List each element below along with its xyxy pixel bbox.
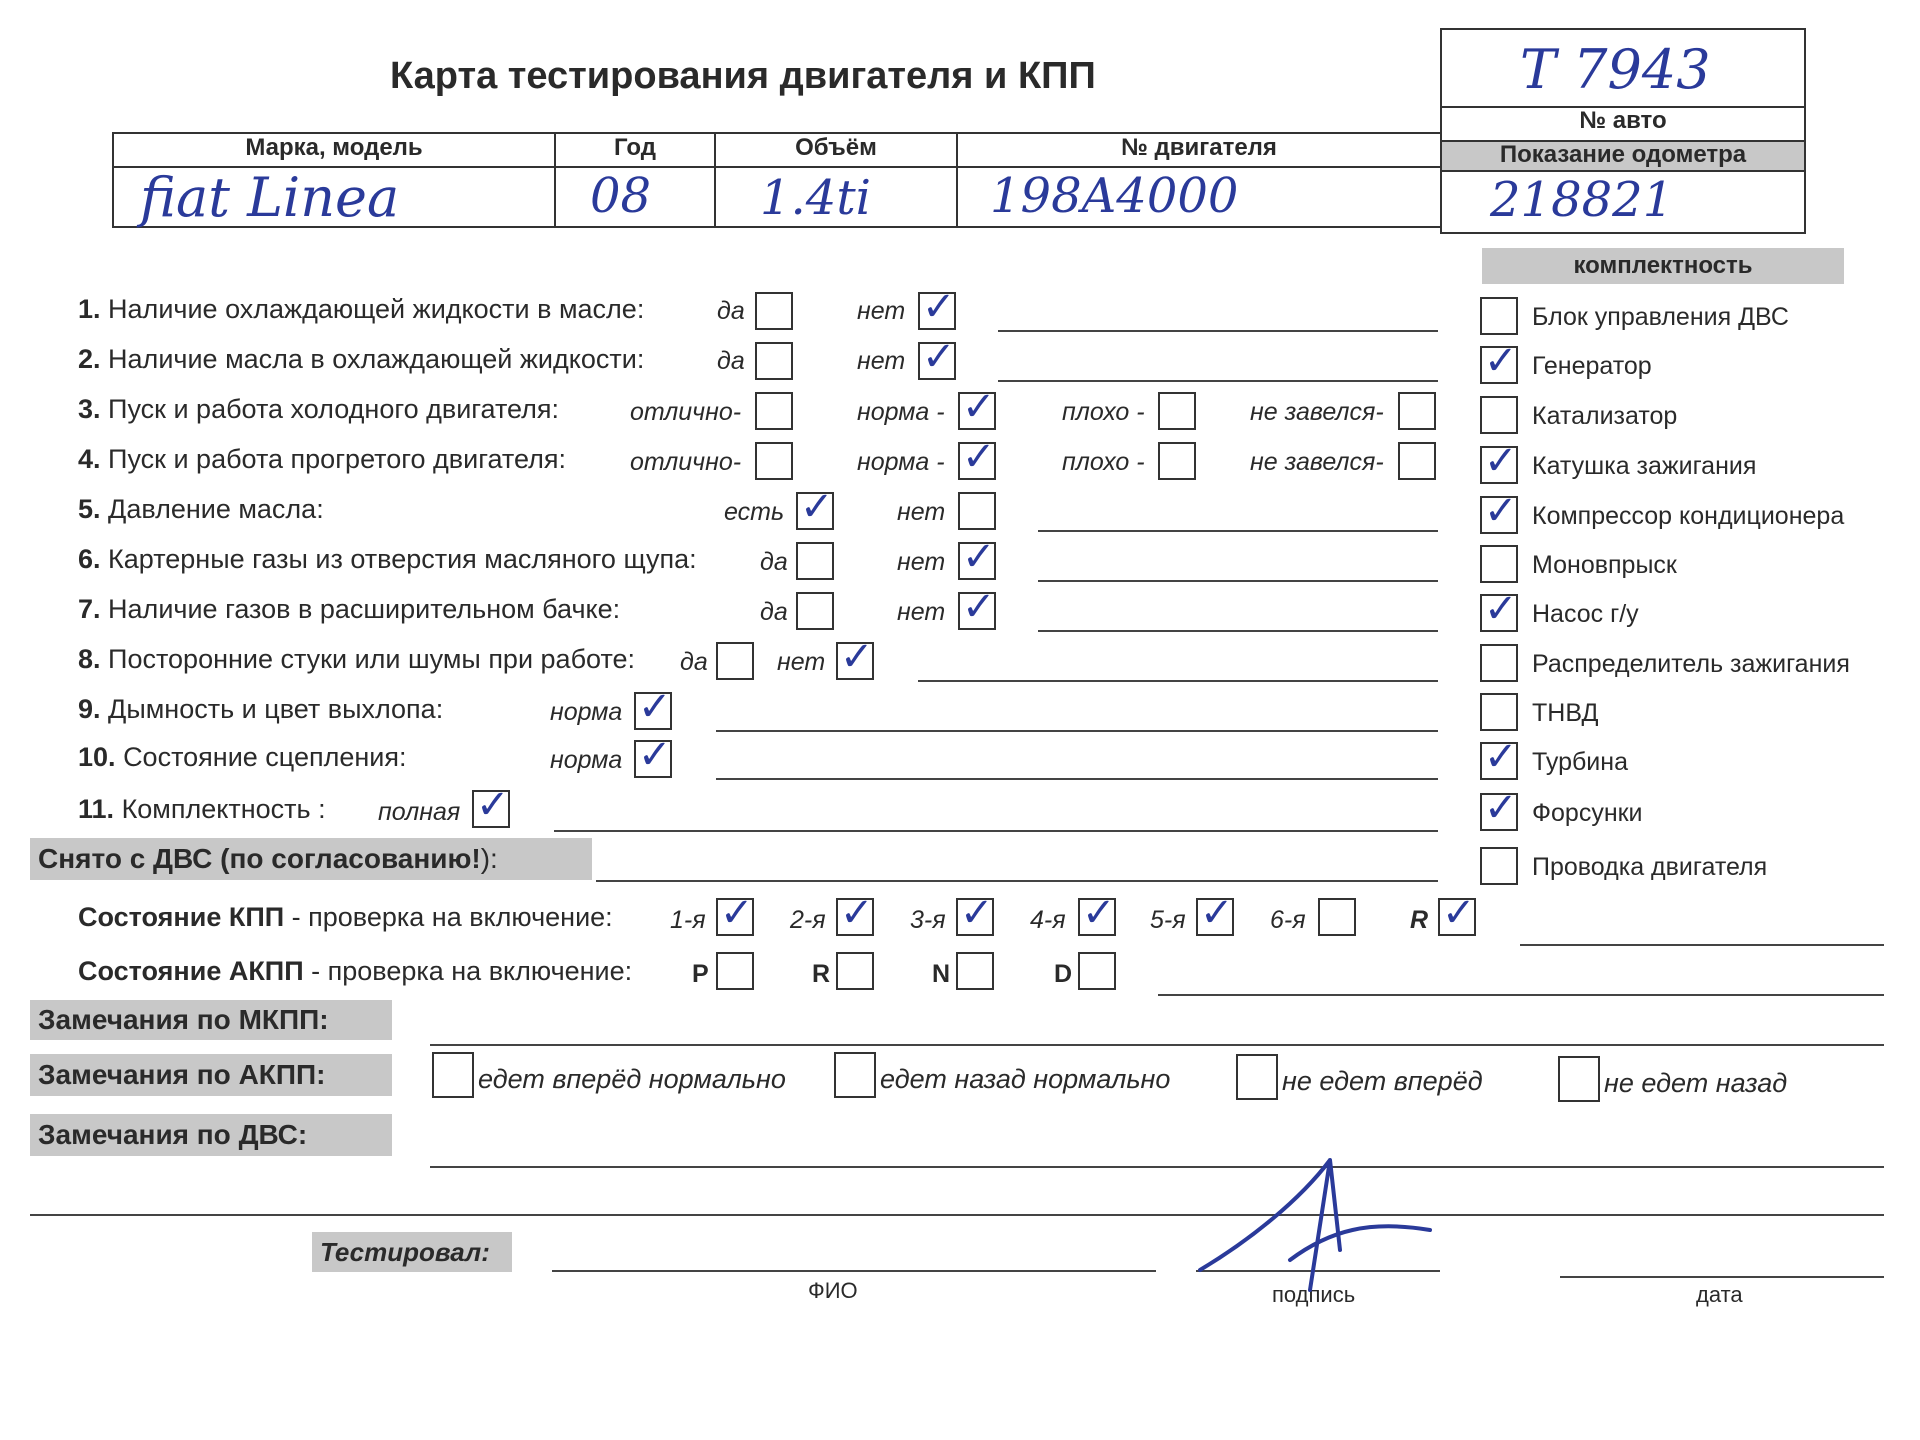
q6-no-check: ✓ xyxy=(962,534,996,580)
q4-excellent-checkbox[interactable] xyxy=(755,442,793,480)
remarks-dvs-line-1 xyxy=(430,1166,1884,1168)
akpp-gear-d-checkbox[interactable] xyxy=(1078,952,1116,990)
akpp-no-forward-checkbox[interactable] xyxy=(1236,1054,1278,1100)
akpp-no-back-checkbox[interactable] xyxy=(1558,1056,1600,1102)
q10-note-line xyxy=(716,778,1438,780)
q8-no-check: ✓ xyxy=(840,634,874,680)
brand-label: Марка, модель xyxy=(245,134,423,161)
kit-check-ignition-coil: ✓ xyxy=(1484,438,1518,484)
q8-yes-checkbox[interactable] xyxy=(716,642,754,680)
question-11: 11. Комплектность : xyxy=(78,794,326,824)
remarks-dvs-line-2 xyxy=(30,1214,1884,1216)
volume-value[interactable]: 1.4ti xyxy=(760,170,871,226)
q3-normal-label: норма - xyxy=(857,398,945,426)
q5-yes-label: есть xyxy=(724,498,785,526)
question-7: 7. Наличие газов в расширительном бачке: xyxy=(78,594,621,624)
question-3: 3. Пуск и работа холодного двигателя: xyxy=(78,394,560,424)
kit-checkbox-catalyst[interactable] xyxy=(1480,396,1518,434)
question-1: 1. Наличие охлаждающей жидкости в масле: xyxy=(78,294,645,324)
akpp-gear-p-label: P xyxy=(692,960,709,988)
q4-nostart-label: не завелся- xyxy=(1250,448,1384,476)
kpp-gear-3-label: 3-я xyxy=(910,906,946,934)
q1-note-line xyxy=(998,330,1438,332)
q7-no-check: ✓ xyxy=(962,584,996,630)
kpp-label: Состояние КПП - проверка на включение: xyxy=(78,902,613,932)
removed-label: Снято с ДВС (по согласованию!): xyxy=(30,838,592,880)
kit-item-wiring: Проводка двигателя xyxy=(1532,853,1768,881)
kpp-gear-1-label: 1-я xyxy=(670,906,706,934)
q1-yes-checkbox[interactable] xyxy=(755,292,793,330)
q5-no-label: нет xyxy=(897,498,946,526)
date-caption: дата xyxy=(1696,1282,1743,1307)
kit-check-generator: ✓ xyxy=(1484,338,1518,384)
kit-checkbox-distributor[interactable] xyxy=(1480,644,1518,682)
odometer-value[interactable]: 218821 xyxy=(1490,172,1674,228)
q2-no-check: ✓ xyxy=(922,334,956,380)
q4-bad-label: плохо - xyxy=(1062,448,1145,476)
question-9: 9. Дымность и цвет выхлопа: xyxy=(78,694,444,724)
q5-yes-check: ✓ xyxy=(800,484,834,530)
kpp-gear-4-label: 4-я xyxy=(1030,906,1066,934)
kit-checkbox-wiring[interactable] xyxy=(1480,847,1518,885)
kpp-gear-4-check: ✓ xyxy=(1082,890,1116,936)
akpp-label: Состояние АКПП - проверка на включение: xyxy=(78,956,633,986)
q2-yes-label: да xyxy=(717,347,745,375)
q2-yes-checkbox[interactable] xyxy=(755,342,793,380)
remarks-akpp-label: Замечания по АКПП: xyxy=(30,1054,392,1096)
q11-full-check: ✓ xyxy=(476,782,510,828)
question-8: 8. Посторонние стуки или шумы при работе: xyxy=(78,644,636,674)
date-line xyxy=(1560,1276,1884,1278)
q2-no-label: нет xyxy=(857,347,906,375)
q1-yes-label: да xyxy=(717,297,745,325)
year-label: Год xyxy=(614,134,656,161)
akpp-gear-n-label: N xyxy=(932,960,951,988)
kpp-gear-2-label: 2-я xyxy=(790,906,826,934)
q7-yes-label: да xyxy=(760,598,788,626)
fio-caption: ФИО xyxy=(808,1278,858,1303)
year-value[interactable]: 08 xyxy=(590,168,652,224)
remarks-mkpp-label: Замечания по МКПП: xyxy=(30,1000,392,1040)
kit-checkbox-mono-injection[interactable] xyxy=(1480,545,1518,583)
kpp-gear-5-check: ✓ xyxy=(1200,890,1234,936)
kit-item-catalyst: Катализатор xyxy=(1532,402,1678,430)
kit-item-ignition-coil: Катушка зажигания xyxy=(1532,452,1757,480)
question-6: 6. Картерные газы из отверстия масляного щупа: xyxy=(78,544,697,574)
q1-no-label: нет xyxy=(857,297,906,325)
kit-item-generator: Генератор xyxy=(1532,352,1652,380)
q4-excellent-label: отлично- xyxy=(630,448,742,476)
q3-nostart-checkbox[interactable] xyxy=(1398,392,1436,430)
handwritten-signature xyxy=(1190,1140,1450,1300)
akpp-gear-r-checkbox[interactable] xyxy=(836,952,874,990)
kit-checkbox-ecu[interactable] xyxy=(1480,297,1518,335)
kit-check-turbo: ✓ xyxy=(1484,734,1518,780)
question-2: 2. Наличие масла в охлаждающей жидкости: xyxy=(78,344,645,374)
kit-item-injection-pump: ТНВД xyxy=(1532,699,1599,727)
q11-full-label: полная xyxy=(378,798,461,826)
q3-bad-label: плохо - xyxy=(1062,398,1145,426)
kit-checkbox-injection-pump[interactable] xyxy=(1480,693,1518,731)
kit-item-ac-compressor: Компрессор кондиционера xyxy=(1532,502,1845,530)
q5-no-checkbox[interactable] xyxy=(958,492,996,530)
q8-no-label: нет xyxy=(777,648,826,676)
kpp-gear-2-check: ✓ xyxy=(840,890,874,936)
q7-no-label: нет xyxy=(897,598,946,626)
kpp-gear-6-checkbox[interactable] xyxy=(1318,898,1356,936)
q6-yes-label: да xyxy=(760,548,788,576)
auto-number-value[interactable]: Т 7943 xyxy=(1520,38,1711,101)
q4-bad-checkbox[interactable] xyxy=(1158,442,1196,480)
akpp-back-ok-label: едет назад нормально xyxy=(880,1064,1171,1094)
kpp-note-line xyxy=(1520,944,1884,946)
q3-excellent-checkbox[interactable] xyxy=(755,392,793,430)
kit-check-ps-pump: ✓ xyxy=(1484,586,1518,632)
q3-normal-check: ✓ xyxy=(962,384,996,430)
engine-label: № двигателя xyxy=(1121,134,1277,161)
akpp-no-forward-label: не едет вперёд xyxy=(1282,1066,1483,1096)
akpp-gear-d-label: D xyxy=(1054,960,1073,988)
kit-check-ac-compressor: ✓ xyxy=(1484,488,1518,534)
engine-value[interactable]: 198A4000 xyxy=(990,168,1239,224)
kit-check-injectors: ✓ xyxy=(1484,785,1518,831)
q9-normal-check: ✓ xyxy=(638,684,672,730)
brand-value[interactable]: fiat Linea xyxy=(140,166,400,229)
q8-note-line xyxy=(918,680,1438,682)
kpp-gear-r-label: R xyxy=(1410,906,1429,934)
q10-normal-check: ✓ xyxy=(638,732,672,778)
volume-label: Объём xyxy=(795,134,877,161)
akpp-gear-r-label: R xyxy=(812,960,831,988)
kit-item-turbo: Турбина xyxy=(1532,748,1628,776)
removed-note-line xyxy=(596,880,1438,882)
page-title: Карта тестирования двигателя и КПП xyxy=(390,55,1096,97)
kpp-gear-5-label: 5-я xyxy=(1150,906,1186,934)
kit-item-ecu: Блок управления ДВС xyxy=(1532,303,1789,331)
q6-no-label: нет xyxy=(897,548,946,576)
kpp-gear-1-check: ✓ xyxy=(720,890,754,936)
q8-yes-label: да xyxy=(680,648,708,676)
q3-bad-checkbox[interactable] xyxy=(1158,392,1196,430)
question-4: 4. Пуск и работа прогретого двигателя: xyxy=(78,444,566,474)
tested-by-label: Тестировал: xyxy=(312,1232,512,1272)
question-10: 10. Состояние сцепления: xyxy=(78,742,407,772)
akpp-note-line xyxy=(1158,994,1884,996)
kit-item-mono-injection: Моновпрыск xyxy=(1532,551,1677,579)
signature-caption: подпись xyxy=(1272,1282,1356,1307)
akpp-back-ok-checkbox[interactable] xyxy=(834,1052,876,1098)
q3-excellent-label: отлично- xyxy=(630,398,742,426)
q9-note-line xyxy=(716,730,1438,732)
kpp-gear-6-label: 6-я xyxy=(1270,906,1306,934)
akpp-gear-p-checkbox[interactable] xyxy=(716,952,754,990)
q4-normal-label: норма - xyxy=(857,448,945,476)
q10-normal-label: норма xyxy=(550,746,623,774)
kit-label: комплектность xyxy=(1482,248,1844,284)
akpp-gear-n-checkbox[interactable] xyxy=(956,952,994,990)
q4-nostart-checkbox[interactable] xyxy=(1398,442,1436,480)
fio-line xyxy=(552,1270,1156,1272)
odometer-label: Показание одометра xyxy=(1499,141,1747,168)
kit-item-distributor: Распределитель зажигания xyxy=(1532,650,1850,678)
q3-nostart-label: не завелся- xyxy=(1250,398,1384,426)
q11-note-line xyxy=(554,830,1438,832)
akpp-forward-ok-checkbox[interactable] xyxy=(432,1052,474,1098)
q1-no-check: ✓ xyxy=(922,284,956,330)
q7-note-line xyxy=(1038,630,1438,632)
remarks-dvs-label: Замечания по ДВС: xyxy=(30,1114,392,1156)
q2-note-line xyxy=(998,380,1438,382)
kpp-gear-r-check: ✓ xyxy=(1442,890,1476,936)
kit-item-injectors: Форсунки xyxy=(1532,799,1643,827)
q6-note-line xyxy=(1038,580,1438,582)
kpp-gear-3-check: ✓ xyxy=(960,890,994,936)
question-5: 5. Давление масла: xyxy=(78,494,324,524)
akpp-no-back-label: не едет назад xyxy=(1604,1068,1788,1098)
akpp-forward-ok-label: едет вперёд нормально xyxy=(478,1064,786,1094)
kit-item-ps-pump: Насос г/у xyxy=(1532,600,1639,628)
q4-normal-check: ✓ xyxy=(962,434,996,480)
remarks-mkpp-line xyxy=(430,1044,1884,1046)
auto-number-label: № авто xyxy=(1579,107,1667,134)
q6-yes-checkbox[interactable] xyxy=(796,542,834,580)
q5-note-line xyxy=(1038,530,1438,532)
q9-normal-label: норма xyxy=(550,698,623,726)
q7-yes-checkbox[interactable] xyxy=(796,592,834,630)
